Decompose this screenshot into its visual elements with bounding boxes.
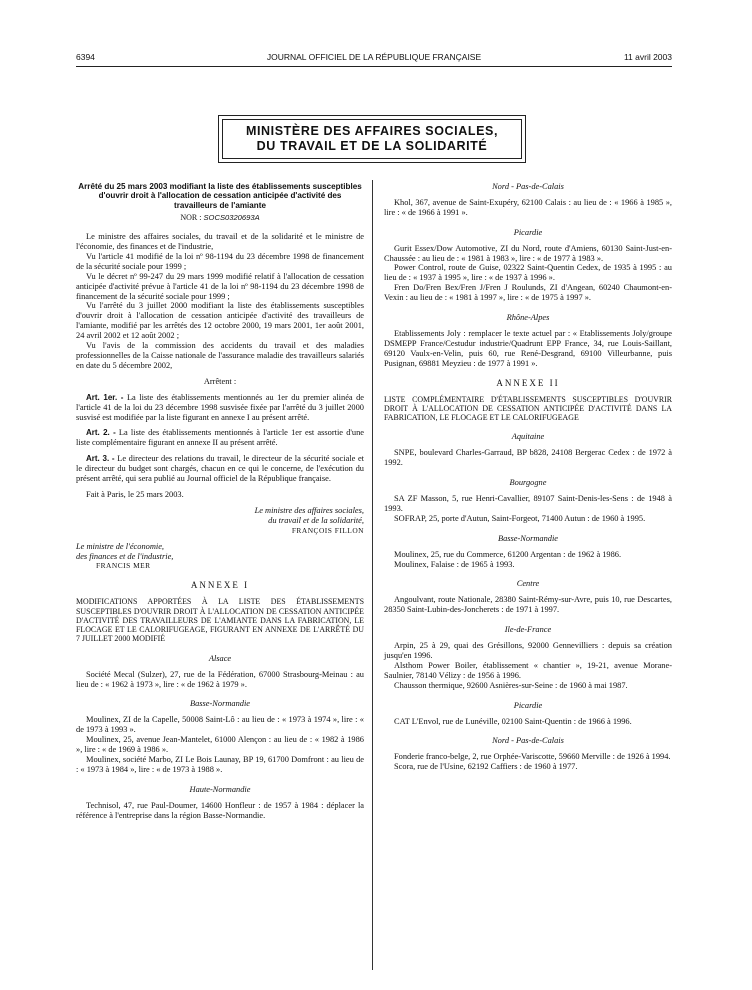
column-divider [372, 180, 373, 970]
journal-title: JOURNAL OFFICIEL DE LA RÉPUBLIQUE FRANÇAISE [266, 52, 482, 62]
article-text: Le directeur des relations du travail, le directeur de la sécurité sociale et le directeur du budget sont chargés, chacun en ce qui le concerne, de l'exécution du présent arrêté, qui sera publié au Journal officiel de la République française. [76, 454, 365, 484]
list-item: Chausson thermique, 92600 Asnières-sur-Seine : de 1960 à mai 1987. [394, 680, 628, 690]
preamble-paragraph: Vu l'article 41 modifié de la loi nº 98-1194 du 23 décembre 1998 de financement de la sécurité sociale pour 1999 ; [76, 251, 364, 271]
region-heading: Basse-Normandie [497, 533, 558, 543]
issue-date: 11 avril 2003 [623, 52, 672, 62]
list-item: Fonderie franco-belge, 2, rue Orphée-Variscotte, 59660 Merville : de 1926 à 1994. [394, 752, 671, 762]
preamble-paragraph: Vu l'arrêté du 3 juillet 2000 modifiant la liste des établissements susceptibles d'ouvrir droit à l'allocation de cessation anticipée d'activité des travailleurs de l'amiante, modifié par les arrêtés des 12 octobre 2000, 19 mars 2001, 1er août 2001, 24 avril 2002 et 12 août 2002 ; [76, 301, 364, 341]
signatory-title: des finances et de l'industrie, [76, 551, 174, 561]
arretent-heading: Arrêtent : [203, 376, 237, 386]
list-item: Khol, 367, avenue de Saint-Exupéry, 62100 Calais : au lieu de : « 1966 à 1985 », lire : « de 1966 à 1991 ». [384, 197, 672, 217]
list-item: Moulinex, société Marbo, ZI Le Bois Launay, BP 19, 61700 Domfront : au lieu de : « 1973 à 1984 », lire : « de 1973 à 1988 ». [76, 754, 364, 774]
signatory-title: du travail et de la solidarité, [268, 515, 364, 525]
signatory-name: FRANCIS MER [96, 561, 151, 571]
header-rule [76, 66, 672, 67]
preamble-paragraph: Le ministre des affaires sociales, du travail et de la solidarité et le ministre de l'économie, des finances et de l'industrie, [76, 232, 364, 252]
list-item: Power Control, route de Guise, 02322 Saint-Quentin Cedex, de 1935 à 1995 : au lieu de : « 1937 à 1995 », lire : « de 1937 à 1996 ». [384, 263, 672, 283]
list-item: Gurit Essex/Dow Automotive, ZI du Nord, route d'Amiens, 60130 Saint-Just-en-Chaussée : au lieu de : « 1981 à 1983 », lire : « de 1977 à 1983 ». [384, 243, 672, 263]
ministry-box [218, 115, 526, 163]
preamble-paragraph: Vu l'avis de la commission des accidents du travail et des maladies professionnelles de la Caisse nationale de l'assurance maladie des travailleurs salariés en date du 5 décembre 2002, [76, 341, 364, 370]
article-label: Art. 3. - [86, 454, 115, 464]
done-at: Fait à Paris, le 25 mars 2003. [86, 489, 184, 499]
region-heading: Rhône-Alpes [506, 313, 550, 323]
signatory-name: FRANÇOIS FILLON [291, 525, 364, 535]
list-item: Arpin, 25 à 29, quai des Grésillons, 92000 Gennevilliers : depuis sa création jusqu'en 1996. [384, 641, 672, 660]
region-heading: Aquitaine [511, 432, 545, 442]
region-heading: Nord - Pas-de-Calais [492, 182, 564, 191]
annex-1-title: MODIFICATIONS APPORTÉES À LA LISTE DES ÉTABLISSEMENTS SUSCEPTIBLES D'OUVRIR DROIT À L'ALLOCATION DE CESSATION ANTICIPÉE D'ACTIVITÉ DES TRAVAILLEURS DE L'AMIANTE DANS LA FABRICATION, LE FLOCAGE ET LE CALORIFUGEAGE, FIGURANT EN ANNEXE DE L'ARRÊTÉ DU 7 JUILLET 2000 MODIFIÉ [76, 597, 364, 644]
ministry-line-1: MINISTÈRE DES AFFAIRES SOCIALES, [245, 124, 499, 138]
article-text: La liste des établissements mentionnés au 1er du premier alinéa de l'article 41 de la loi du 23 décembre 1998 susvisée fixée par l'arrêté du 3 juillet 2000 susvisé est modifiée par la liste figurant en annexe I au présent arrêté. [76, 392, 365, 422]
article-label: Art. 2. - [86, 428, 116, 438]
right-column [384, 182, 672, 772]
annex-1-heading: ANNEXE I [190, 580, 250, 591]
region-heading: Picardie [513, 700, 543, 710]
region-heading: Nord - Pas-de-Calais [492, 736, 564, 746]
annex-2-title: LISTE COMPLÉMENTAIRE D'ÉTABLISSEMENTS SUSCEPTIBLES D'OUVRIR DROIT À L'ALLOCATION DE CESSATION ANTICIPÉE D'ACTIVITÉ DANS LA FABRICATION, LE FLOCAGE ET LE CALORIFUGEAGE [384, 394, 672, 423]
region-heading: Bourgogne [509, 478, 547, 488]
list-item: Angoulvant, route Nationale, 28380 Saint-Rémy-sur-Avre, puis 10, rue Descartes, 28350 Saint-Lubin-des-Joncherets : de 1971 à 1997. [384, 595, 672, 615]
list-item: CAT L'Envol, rue de Lunéville, 02100 Saint-Quentin : de 1966 à 1996. [394, 716, 632, 726]
region-heading: Ile-de-France [504, 625, 552, 635]
list-item: Moulinex, 25, avenue Jean-Mantelet, 61000 Alençon : au lieu de : « 1982 à 1986 », lire : « de 1969 à 1986 ». [76, 735, 364, 755]
list-item: Fren Do/Fren Bex/Fren J/Fren J Roulunds, ZI d'Angean, 60240 Chaumont-en-Vexin : au lieu de : « 1981 à 1997 », lire : « de 1975 à 1997 ». [384, 283, 672, 303]
list-item: Technisol, 47, rue Paul-Doumer, 14600 Honfleur : de 1957 à 1984 : déplacer la référence à l'entreprise dans la région Basse-Normandie. [76, 800, 364, 820]
nor-code: SOCS0320693A [203, 213, 260, 223]
list-item: SNPE, boulevard Charles-Garraud, BP b828, 24108 Bergerac Cedex : de 1972 à 1992. [384, 448, 672, 468]
running-header [76, 52, 672, 66]
nor-label: NOR : [180, 213, 202, 223]
ministry-box-inner [222, 119, 522, 159]
article-2 [76, 428, 364, 448]
list-item: Moulinex, Falaise : de 1965 à 1993. [394, 559, 515, 569]
page-number: 6394 [76, 52, 95, 62]
article-3 [76, 454, 364, 484]
annex-2-heading: ANNEXE II [496, 377, 560, 388]
region-heading: Centre [516, 579, 540, 589]
article-text: La liste des établissements mentionnés à l'article 1er est assortie d'une liste complémentaire figurant en annexe II au présent arrêté. [76, 428, 364, 448]
region-heading: Picardie [513, 227, 543, 237]
list-item: Moulinex, 25, rue du Commerce, 61200 Argentan : de 1962 à 1986. [394, 549, 622, 559]
list-item: Scora, rue de l'Usine, 62192 Caffiers : de 1960 à 1977. [394, 762, 578, 772]
article-label: Art. 1er. - [86, 392, 124, 402]
article-1 [76, 393, 364, 423]
decree-title: Arrêté du 25 mars 2003 modifiant la liste des établissements susceptibles d'ouvrir droit à l'allocation de cessation anticipée d'activité des travailleurs de l'amiante [78, 182, 362, 210]
signatory-title: Le ministre de l'économie, [76, 541, 165, 551]
region-heading: Basse-Normandie [189, 699, 250, 709]
list-item: Etablissements Joly : remplacer le texte actuel par : « Etablissements Joly/groupe DSMEPP France/Cestudur industrie/Quadrunt EPP France, 34, rue Louis-Saillant, 69120 Vaulx-en-Velin, puis 60, rue René-Desgrand, 69100 Villeurbanne, puis Pusignan, 69881 Meyzieu : de 1977 à 1991 ». [384, 328, 672, 368]
preamble-paragraph: Vu le décret nº 99-247 du 29 mars 1999 modifié relatif à l'allocation de cessation anticipée d'activité prévue à l'article 41 de la loi nº 98-1194 du 23 décembre 1998 de financement de la sécurité sociale pour 1999 ; [76, 271, 364, 301]
list-item: SA ZF Masson, 5, rue Henri-Cavallier, 89107 Saint-Denis-les-Sens : de 1948 à 1993. [384, 494, 672, 513]
ministry-line-2: DU TRAVAIL ET DE LA SOLIDARITÉ [256, 139, 488, 153]
list-item: Société Mecal (Sulzer), 27, rue de la Fédération, 67000 Strasbourg-Meinau : au lieu de : « 1962 à 1973 », lire : « de 1962 à 1979 ». [76, 669, 364, 689]
list-item: Alsthom Power Boiler, établissement « chantier », 19-21, avenue Morane-Saulnier, 78140 Vélizy : de 1956 à 1996. [384, 660, 672, 680]
list-item: SOFRAP, 25, porte d'Autun, Saint-Forgeot, 71400 Autun : de 1960 à 1995. [394, 513, 646, 523]
left-column [76, 182, 364, 820]
region-heading: Alsace [208, 653, 232, 663]
region-heading: Haute-Normandie [189, 784, 251, 794]
nor-reference [76, 213, 364, 223]
list-item: Moulinex, ZI de la Capelle, 50008 Saint-Lô : au lieu de : « 1973 à 1974 », lire : « de 1973 à 1993 ». [76, 715, 364, 735]
signatory-title: Le ministre des affaires sociales, [254, 505, 364, 515]
